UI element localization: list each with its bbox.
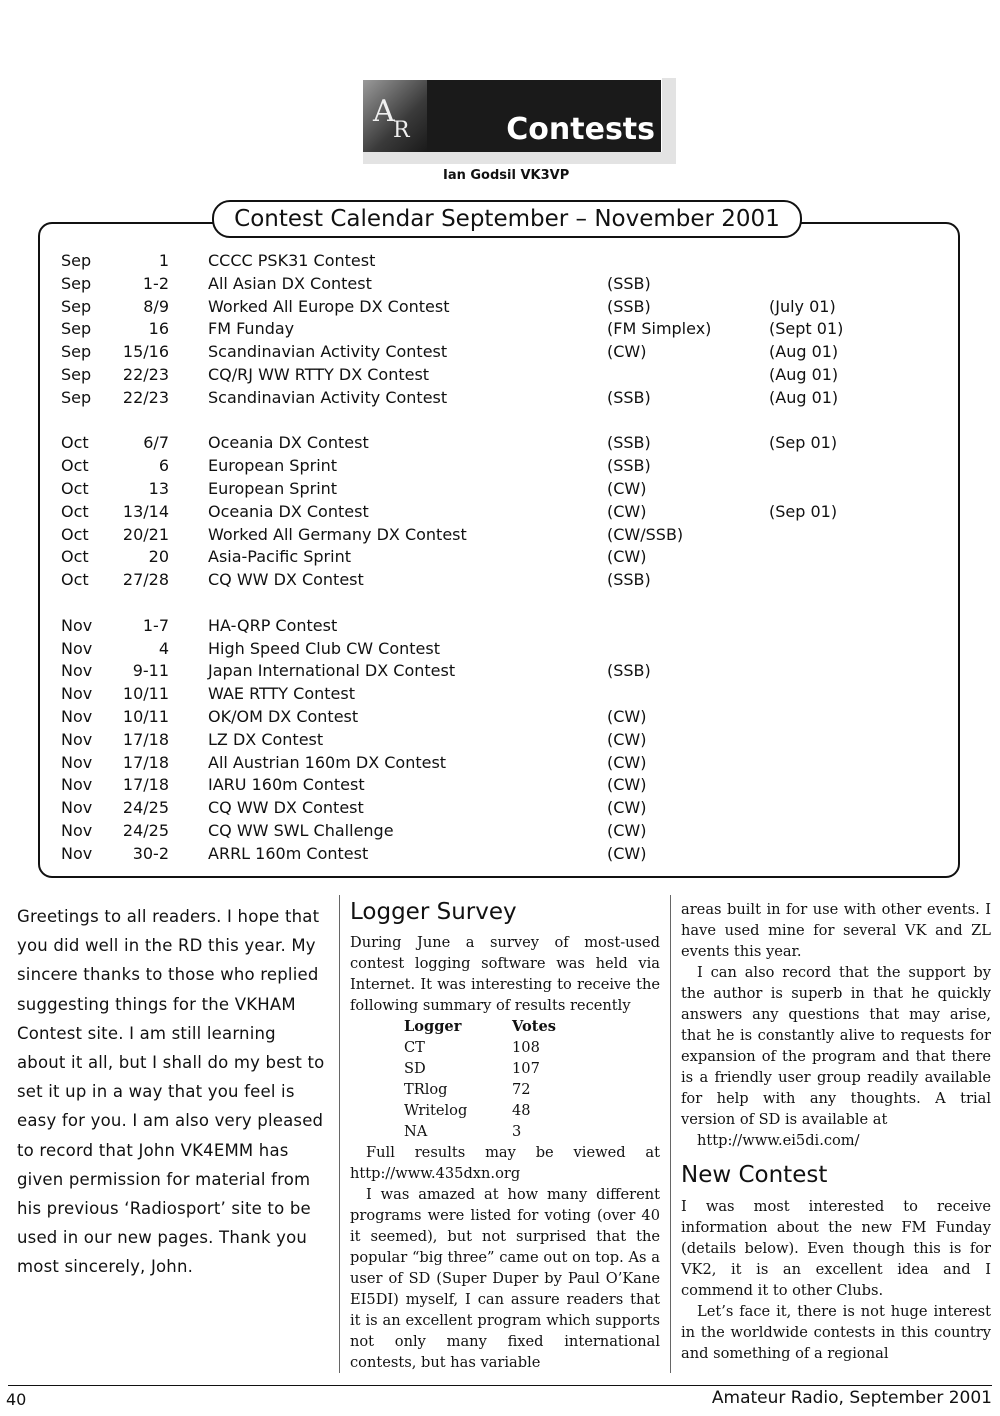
logger-survey-paragraph: During June a survey of most-used contest logging software was held via Internet. It was interesting to receive the following summary of results recently [350,934,660,1014]
calendar-contest-name: All Asian DX Contest [208,274,372,293]
logger-votes: 72 [512,1081,531,1098]
calendar-mode: (SSB) [607,661,651,680]
table-header-logger: Logger [404,1018,462,1035]
calendar-date: 15/16 [122,342,169,361]
calendar-date: 20 [148,547,169,566]
calendar-row [0,454,1000,477]
new-contest-paragraph: Let’s face it, there is not huge interest in the worldwide contests in this country and something of a regional [681,1303,991,1362]
calendar-mode: (SSB) [607,433,651,452]
calendar-contest-name: LZ DX Contest [208,730,324,749]
intro-paragraph: Greetings to all readers. I hope that you did well in the RD this year. My sincere thanks to those who replied suggesting things for the VKHAM Contest site. I am still learning about it all, but I shall do my best to set it up in a way that you feel is easy for you. I am also very pleased to record that John VK4EMM has given permission for material from his previous ‘Radiosport’ site to be used in our new pages. Thank you most sincerely, John. [17,907,325,1277]
logo-letter-a: A [373,94,395,129]
calendar-date: 20/21 [122,525,169,544]
calendar-date: 24/25 [122,821,169,840]
right-column [681,899,991,1151]
logger-name: TRlog [404,1081,448,1098]
calendar-row [0,500,1000,523]
calendar-contest-name: OK/OM DX Contest [208,707,359,726]
calendar-date: 22/23 [122,388,169,407]
new-contest-heading: New Contest [681,1162,828,1188]
calendar-row [0,728,1000,751]
calendar-mode: (CW) [607,775,647,794]
logger-survey-paragraph: areas built in for use with other events. I have used mine for several VK and ZL events this year. [681,901,991,960]
calendar-month: Sep [61,365,92,384]
calendar-month: Nov [61,775,93,794]
logger-survey-heading: Logger Survey [350,899,517,925]
intro-column [17,902,329,1282]
calendar-contest-name: Scandinavian Activity Contest [208,388,448,407]
calendar-month: Nov [61,684,93,703]
calendar-contest-name: European Sprint [208,456,338,475]
calendar-date: 1-2 [142,274,169,293]
logger-name: NA [404,1123,428,1140]
calendar-mode: (CW) [607,547,647,566]
calendar-contest-name: CQ/RJ WW RTTY DX Contest [208,365,430,384]
calendar-month: Sep [61,319,92,338]
calendar-row [0,842,1000,865]
calendar-row [0,545,1000,568]
calendar-date: 6/7 [143,433,169,452]
calendar-mode: (CW) [607,707,647,726]
calendar-row [0,317,1000,340]
logger-votes: 107 [512,1060,540,1077]
calendar-row [0,386,1000,409]
logger-votes-table [404,1016,556,1142]
calendar-month: Nov [61,753,93,772]
calendar-month: Nov [61,661,93,680]
calendar-note: (Aug 01) [769,365,839,384]
calendar-date: 1 [158,251,169,270]
calendar-mode: (SSB) [607,274,651,293]
calendar-row [0,614,1000,637]
calendar-date: 22/23 [122,365,169,384]
calendar-title: Contest Calendar September – November 2001 [212,200,802,238]
calendar-row [0,431,1000,454]
calendar-date: 17/18 [122,730,169,749]
logger-votes: 108 [512,1039,540,1056]
calendar-mode: (CW) [607,844,647,863]
calendar-date: 13 [148,479,169,498]
calendar-date: 4 [158,639,169,658]
logger-survey-paragraph: I was amazed at how many different programs were listed for voting (over 40 it seemed), but not surprised that the popular “big three” came out on top. As a user of SD (Super Duper by Paul O’Kane EI5DI) myself, I can assure readers that it is an excellent program which supports not only many fixed international contests, but has variable [350,1186,660,1371]
calendar-contest-name: ARRL 160m Contest [208,844,369,863]
calendar-row [0,295,1000,318]
calendar-mode: (CW) [607,798,647,817]
calendar-mode: (SSB) [607,456,651,475]
calendar-month: Nov [61,844,93,863]
ar-logo [363,80,427,152]
calendar-contest-name: IARU 160m Contest [208,775,365,794]
table-row [404,1121,556,1142]
calendar-row [0,796,1000,819]
calendar-month: Oct [61,433,89,452]
calendar-contest-name: Oceania DX Contest [208,502,369,521]
calendar-row [0,659,1000,682]
calendar-mode: (SSB) [607,570,651,589]
page-number: 40 [6,1390,27,1409]
calendar-note: (Aug 01) [769,388,839,407]
calendar-note: (Sept 01) [769,319,844,338]
calendar-date: 8/9 [143,297,169,316]
sd-url-link[interactable]: http://www.ei5di.com/ [697,1132,860,1149]
calendar-month: Oct [61,547,89,566]
calendar-note: (Sep 01) [769,502,838,521]
calendar-month: Nov [61,707,93,726]
new-contest-column [681,1196,991,1364]
calendar-date: 9-11 [132,661,169,680]
calendar-month: Nov [61,821,93,840]
calendar-mode: (SSB) [607,297,651,316]
logger-votes: 48 [512,1102,531,1119]
calendar-contest-name: Scandinavian Activity Contest [208,342,448,361]
table-row [404,1037,556,1058]
calendar-row [0,272,1000,295]
calendar-month: Sep [61,342,92,361]
calendar-contest-name: European Sprint [208,479,338,498]
calendar-month: Oct [61,456,89,475]
calendar-mode: (CW) [607,502,647,521]
calendar-row [0,363,1000,386]
calendar-contest-name: CQ WW DX Contest [208,570,364,589]
calendar-month: Nov [61,798,93,817]
calendar-date: 16 [148,319,169,338]
calendar-contest-name: Worked All Europe DX Contest [208,297,450,316]
calendar-row [0,477,1000,500]
table-header-votes: Votes [512,1018,556,1035]
calendar-mode: (CW) [607,753,647,772]
calendar-date: 17/18 [122,775,169,794]
calendar-contest-name: WAE RTTY Contest [208,684,355,703]
calendar-month: Oct [61,479,89,498]
calendar-row [0,568,1000,591]
logger-survey-column [350,932,660,1373]
calendar-contest-name: CQ WW SWL Challenge [208,821,394,840]
calendar-row [0,682,1000,705]
calendar-contest-name: All Austrian 160m DX Contest [208,753,447,772]
calendar-contest-name: CCCC PSK31 Contest [208,251,376,270]
calendar-contest-name: CQ WW DX Contest [208,798,364,817]
table-row [404,1058,556,1079]
calendar-row [0,705,1000,728]
calendar-month: Sep [61,297,92,316]
calendar-mode: (CW) [607,479,647,498]
calendar-date: 30-2 [132,844,169,863]
calendar-month: Nov [61,616,93,635]
calendar-contest-name: Asia-Pacific Sprint [208,547,351,566]
logo-letter-r: R [393,118,410,143]
section-banner [363,80,661,152]
calendar-contest-name: FM Funday [208,319,295,338]
calendar-date: 24/25 [122,798,169,817]
calendar-row [0,773,1000,796]
column-divider [670,895,671,1373]
table-row [404,1100,556,1121]
calendar-month: Oct [61,502,89,521]
calendar-month: Sep [61,388,92,407]
calendar-row [0,249,1000,272]
calendar-mode: (CW) [607,730,647,749]
calendar-row [0,523,1000,546]
calendar-row [0,751,1000,774]
calendar-mode: (CW) [607,342,647,361]
calendar-date: 27/28 [122,570,169,589]
calendar-month: Oct [61,570,89,589]
calendar-note: (Aug 01) [769,342,839,361]
logger-survey-paragraph: Full results may be viewed at http://www.435dxn.org [350,1144,660,1182]
footer-rule [8,1385,992,1386]
section-title: Contests [506,112,655,147]
calendar-date: 13/14 [122,502,169,521]
calendar-row [0,819,1000,842]
calendar-date: 10/11 [122,684,169,703]
logger-name: Writelog [404,1102,468,1119]
calendar-mode: (SSB) [607,388,651,407]
calendar-mode: (CW/SSB) [607,525,684,544]
banner-shadow-bottom [363,152,676,164]
calendar-month: Sep [61,251,92,270]
logger-survey-paragraph: I can also record that the support by the author is superb in that he quickly answers any questions that may arise, that he is constantly alive to requests for expansion of the program and that there is a friendly user group readily available for help with any thoughts. A trial version of SD is available at [681,964,991,1128]
logger-votes: 3 [512,1123,522,1140]
logger-name: CT [404,1039,425,1056]
calendar-mode: (CW) [607,821,647,840]
calendar-row [0,637,1000,660]
calendar-month: Oct [61,525,89,544]
table-row [404,1079,556,1100]
calendar-date: 1-7 [142,616,169,635]
logger-name: SD [404,1060,426,1077]
calendar-date: 6 [158,456,169,475]
calendar-contest-name: Worked All Germany DX Contest [208,525,467,544]
byline: Ian Godsil VK3VP [443,168,570,183]
calendar-contest-name: Oceania DX Contest [208,433,369,452]
calendar-note: (Sep 01) [769,433,838,452]
calendar-date: 10/11 [122,707,169,726]
calendar-contest-name: Japan International DX Contest [208,661,456,680]
calendar-row [0,340,1000,363]
calendar-contest-name: HA-QRP Contest [208,616,338,635]
column-divider [339,895,340,1373]
calendar-note: (July 01) [769,297,836,316]
new-contest-paragraph: I was most interested to receive information about the new FM Funday (details below). Even though this is for VK2, it is an excellent idea and I commend it to other Clubs. [681,1198,991,1299]
calendar-month: Sep [61,274,92,293]
calendar-date: 17/18 [122,753,169,772]
calendar-contest-name: High Speed Club CW Contest [208,639,441,658]
calendar-month: Nov [61,730,93,749]
publication-info: Amateur Radio, September 2001 [711,1388,992,1408]
calendar-mode: (FM Simplex) [607,319,712,338]
calendar-month: Nov [61,639,93,658]
